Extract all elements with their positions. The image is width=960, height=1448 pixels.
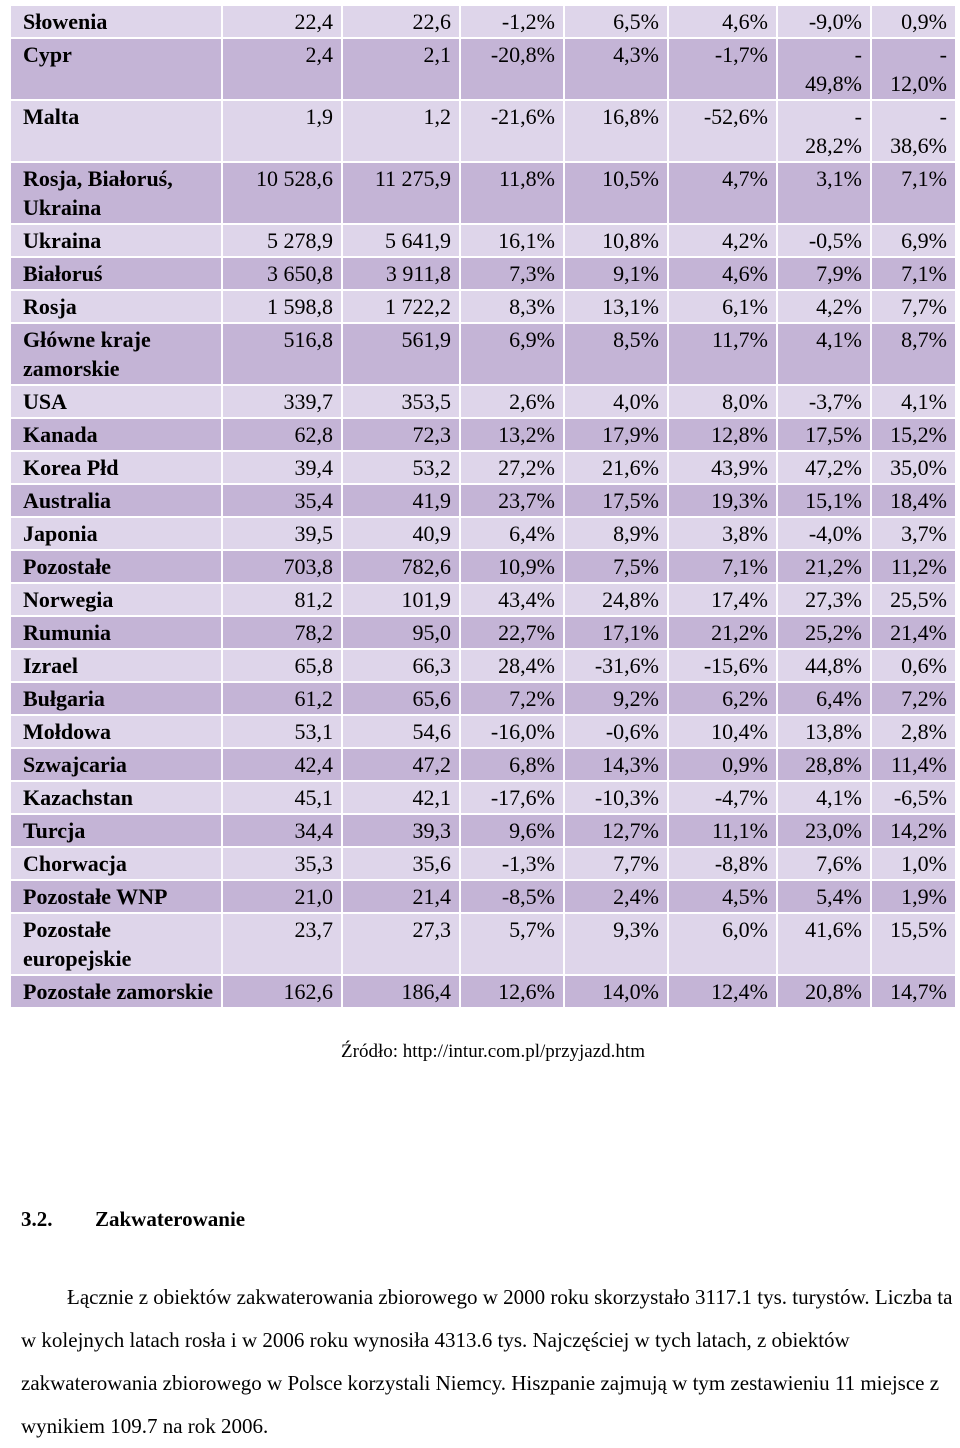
value-cell: 18,4%: [871, 484, 956, 517]
value-cell: 3,1%: [777, 162, 871, 224]
value-cell: 78,2: [222, 616, 342, 649]
value-cell: 22,6: [342, 5, 460, 38]
value-cell: 9,2%: [564, 682, 668, 715]
value-cell: -1,3%: [460, 847, 564, 880]
value-cell: -0,5%: [777, 224, 871, 257]
value-cell: 2,4: [222, 38, 342, 100]
table-row: [10, 100, 956, 162]
value-cell: 45,1: [222, 781, 342, 814]
table-row: [10, 814, 956, 847]
value-cell: 72,3: [342, 418, 460, 451]
value-cell: 12,6%: [460, 975, 564, 1008]
value-cell: 14,0%: [564, 975, 668, 1008]
value-cell: - 49,8%: [777, 38, 871, 100]
value-cell: 3 911,8: [342, 257, 460, 290]
value-cell: 339,7: [222, 385, 342, 418]
value-cell: 17,9%: [564, 418, 668, 451]
table-row: [10, 748, 956, 781]
value-cell: -9,0%: [777, 5, 871, 38]
country-name-cell: Rosja, Białoruś, Ukraina: [10, 162, 222, 224]
value-cell: 10 528,6: [222, 162, 342, 224]
value-cell: 43,4%: [460, 583, 564, 616]
value-cell: 4,1%: [871, 385, 956, 418]
value-cell: 8,7%: [871, 323, 956, 385]
value-cell: 561,9: [342, 323, 460, 385]
country-name-cell: Pozostałe: [10, 550, 222, 583]
value-cell: 13,8%: [777, 715, 871, 748]
value-cell: 1 598,8: [222, 290, 342, 323]
value-cell: 3,8%: [668, 517, 777, 550]
value-cell: 1,9%: [871, 880, 956, 913]
value-cell: 4,3%: [564, 38, 668, 100]
value-cell: 15,2%: [871, 418, 956, 451]
table-row: [10, 517, 956, 550]
value-cell: 1,9: [222, 100, 342, 162]
value-cell: 35,4: [222, 484, 342, 517]
table-row: [10, 616, 956, 649]
country-name-cell: Pozostałe zamorskie: [10, 975, 222, 1008]
table-row: [10, 550, 956, 583]
value-cell: 12,7%: [564, 814, 668, 847]
value-cell: - 38,6%: [871, 100, 956, 162]
country-name-cell: Turcja: [10, 814, 222, 847]
value-cell: 4,6%: [668, 5, 777, 38]
value-cell: 7,5%: [564, 550, 668, 583]
value-cell: 39,3: [342, 814, 460, 847]
value-cell: - 12,0%: [871, 38, 956, 100]
country-name-cell: Malta: [10, 100, 222, 162]
value-cell: -52,6%: [668, 100, 777, 162]
value-cell: -4,7%: [668, 781, 777, 814]
table-row: [10, 290, 956, 323]
value-cell: 9,1%: [564, 257, 668, 290]
value-cell: 39,4: [222, 451, 342, 484]
table-row: [10, 484, 956, 517]
tourism-statistics-table: [9, 4, 957, 1009]
value-cell: -31,6%: [564, 649, 668, 682]
value-cell: 1,0%: [871, 847, 956, 880]
value-cell: 11,7%: [668, 323, 777, 385]
value-cell: 0,6%: [871, 649, 956, 682]
value-cell: 13,2%: [460, 418, 564, 451]
value-cell: 0,9%: [668, 748, 777, 781]
value-cell: 8,0%: [668, 385, 777, 418]
value-cell: 516,8: [222, 323, 342, 385]
value-cell: 6,5%: [564, 5, 668, 38]
value-cell: 23,0%: [777, 814, 871, 847]
table-row: [10, 38, 956, 100]
value-cell: 47,2%: [777, 451, 871, 484]
value-cell: 11,2%: [871, 550, 956, 583]
country-name-cell: Główne kraje zamorskie: [10, 323, 222, 385]
value-cell: 21,0: [222, 880, 342, 913]
value-cell: 17,1%: [564, 616, 668, 649]
country-name-cell: Australia: [10, 484, 222, 517]
value-cell: 101,9: [342, 583, 460, 616]
value-cell: 10,5%: [564, 162, 668, 224]
value-cell: 43,9%: [668, 451, 777, 484]
country-name-cell: Mołdowa: [10, 715, 222, 748]
value-cell: 41,6%: [777, 913, 871, 975]
country-name-cell: Białoruś: [10, 257, 222, 290]
table-row: [10, 975, 956, 1008]
country-name-cell: Kazachstan: [10, 781, 222, 814]
value-cell: 16,1%: [460, 224, 564, 257]
value-cell: 2,4%: [564, 880, 668, 913]
value-cell: 22,7%: [460, 616, 564, 649]
value-cell: 7,2%: [460, 682, 564, 715]
country-name-cell: Słowenia: [10, 5, 222, 38]
value-cell: -4,0%: [777, 517, 871, 550]
value-cell: -6,5%: [871, 781, 956, 814]
country-name-cell: USA: [10, 385, 222, 418]
country-name-cell: Rumunia: [10, 616, 222, 649]
value-cell: -10,3%: [564, 781, 668, 814]
value-cell: 14,7%: [871, 975, 956, 1008]
value-cell: -1,7%: [668, 38, 777, 100]
section-heading: [21, 1207, 245, 1232]
value-cell: 4,2%: [668, 224, 777, 257]
value-cell: 7,7%: [871, 290, 956, 323]
value-cell: 6,2%: [668, 682, 777, 715]
value-cell: -3,7%: [777, 385, 871, 418]
value-cell: 53,2: [342, 451, 460, 484]
value-cell: 4,1%: [777, 323, 871, 385]
value-cell: 10,9%: [460, 550, 564, 583]
value-cell: 40,9: [342, 517, 460, 550]
country-name-cell: Norwegia: [10, 583, 222, 616]
value-cell: 35,0%: [871, 451, 956, 484]
value-cell: 10,4%: [668, 715, 777, 748]
value-cell: 8,3%: [460, 290, 564, 323]
value-cell: 21,2%: [777, 550, 871, 583]
value-cell: 27,3: [342, 913, 460, 975]
value-cell: 5 278,9: [222, 224, 342, 257]
table-row: [10, 781, 956, 814]
value-cell: 81,2: [222, 583, 342, 616]
value-cell: - 28,2%: [777, 100, 871, 162]
value-cell: 1 722,2: [342, 290, 460, 323]
value-cell: 2,1: [342, 38, 460, 100]
value-cell: 6,0%: [668, 913, 777, 975]
value-cell: -8,5%: [460, 880, 564, 913]
value-cell: 7,6%: [777, 847, 871, 880]
value-cell: 21,2%: [668, 616, 777, 649]
value-cell: 3 650,8: [222, 257, 342, 290]
value-cell: 47,2: [342, 748, 460, 781]
value-cell: 4,0%: [564, 385, 668, 418]
value-cell: 13,1%: [564, 290, 668, 323]
body-paragraph: [21, 1276, 959, 1448]
value-cell: 3,7%: [871, 517, 956, 550]
value-cell: 4,2%: [777, 290, 871, 323]
country-name-cell: Kanada: [10, 418, 222, 451]
country-name-cell: Japonia: [10, 517, 222, 550]
value-cell: 162,6: [222, 975, 342, 1008]
country-name-cell: Korea Płd: [10, 451, 222, 484]
table-row: [10, 715, 956, 748]
value-cell: 4,1%: [777, 781, 871, 814]
value-cell: 7,1%: [871, 257, 956, 290]
value-cell: 0,9%: [871, 5, 956, 38]
value-cell: 4,7%: [668, 162, 777, 224]
value-cell: 35,6: [342, 847, 460, 880]
table-row: [10, 649, 956, 682]
value-cell: 10,8%: [564, 224, 668, 257]
value-cell: 2,8%: [871, 715, 956, 748]
value-cell: 27,3%: [777, 583, 871, 616]
value-cell: 19,3%: [668, 484, 777, 517]
table-row: [10, 418, 956, 451]
table-row: [10, 5, 956, 38]
value-cell: 9,3%: [564, 913, 668, 975]
value-cell: 42,4: [222, 748, 342, 781]
value-cell: 62,8: [222, 418, 342, 451]
table-row: [10, 913, 956, 975]
value-cell: 11,4%: [871, 748, 956, 781]
value-cell: -15,6%: [668, 649, 777, 682]
value-cell: 21,4: [342, 880, 460, 913]
table-row: [10, 682, 956, 715]
table-row: [10, 224, 956, 257]
value-cell: 11,8%: [460, 162, 564, 224]
value-cell: 7,9%: [777, 257, 871, 290]
country-name-cell: Pozostałe WNP: [10, 880, 222, 913]
value-cell: 186,4: [342, 975, 460, 1008]
value-cell: 41,9: [342, 484, 460, 517]
table-row: [10, 847, 956, 880]
table-row: [10, 583, 956, 616]
country-name-cell: Izrael: [10, 649, 222, 682]
value-cell: 21,4%: [871, 616, 956, 649]
value-cell: 11,1%: [668, 814, 777, 847]
value-cell: 14,3%: [564, 748, 668, 781]
value-cell: 34,4: [222, 814, 342, 847]
value-cell: 7,2%: [871, 682, 956, 715]
value-cell: 703,8: [222, 550, 342, 583]
value-cell: 6,8%: [460, 748, 564, 781]
value-cell: 42,1: [342, 781, 460, 814]
value-cell: 22,4: [222, 5, 342, 38]
value-cell: 61,2: [222, 682, 342, 715]
value-cell: 53,1: [222, 715, 342, 748]
table-body: [10, 5, 956, 1008]
country-name-cell: Chorwacja: [10, 847, 222, 880]
value-cell: 353,5: [342, 385, 460, 418]
value-cell: 6,9%: [871, 224, 956, 257]
country-name-cell: Cypr: [10, 38, 222, 100]
value-cell: 17,5%: [777, 418, 871, 451]
value-cell: 54,6: [342, 715, 460, 748]
value-cell: 39,5: [222, 517, 342, 550]
value-cell: 5,7%: [460, 913, 564, 975]
value-cell: 8,9%: [564, 517, 668, 550]
value-cell: 23,7: [222, 913, 342, 975]
value-cell: -0,6%: [564, 715, 668, 748]
value-cell: 782,6: [342, 550, 460, 583]
value-cell: -8,8%: [668, 847, 777, 880]
value-cell: 9,6%: [460, 814, 564, 847]
statistics-table-container: [9, 4, 955, 1009]
value-cell: 21,6%: [564, 451, 668, 484]
value-cell: 4,6%: [668, 257, 777, 290]
value-cell: 11 275,9: [342, 162, 460, 224]
value-cell: 8,5%: [564, 323, 668, 385]
value-cell: 15,1%: [777, 484, 871, 517]
table-row: [10, 451, 956, 484]
value-cell: 20,8%: [777, 975, 871, 1008]
source-note: Źródło: http://intur.com.pl/przyjazd.htm: [341, 1041, 645, 1062]
value-cell: 25,5%: [871, 583, 956, 616]
table-row: [10, 257, 956, 290]
value-cell: 6,4%: [777, 682, 871, 715]
value-cell: 2,6%: [460, 385, 564, 418]
value-cell: 14,2%: [871, 814, 956, 847]
table-row: [10, 162, 956, 224]
value-cell: 65,8: [222, 649, 342, 682]
value-cell: -16,0%: [460, 715, 564, 748]
country-name-cell: Bułgaria: [10, 682, 222, 715]
value-cell: 66,3: [342, 649, 460, 682]
value-cell: 28,8%: [777, 748, 871, 781]
section-title: Zakwaterowanie: [95, 1207, 246, 1231]
value-cell: 7,3%: [460, 257, 564, 290]
table-row: [10, 385, 956, 418]
value-cell: 6,9%: [460, 323, 564, 385]
value-cell: 17,4%: [668, 583, 777, 616]
value-cell: 1,2: [342, 100, 460, 162]
value-cell: 6,1%: [668, 290, 777, 323]
value-cell: 5,4%: [777, 880, 871, 913]
country-name-cell: Rosja: [10, 290, 222, 323]
value-cell: 95,0: [342, 616, 460, 649]
value-cell: 15,5%: [871, 913, 956, 975]
value-cell: -1,2%: [460, 5, 564, 38]
value-cell: 6,4%: [460, 517, 564, 550]
value-cell: 35,3: [222, 847, 342, 880]
table-row: [10, 880, 956, 913]
value-cell: -20,8%: [460, 38, 564, 100]
value-cell: 24,8%: [564, 583, 668, 616]
value-cell: 12,8%: [668, 418, 777, 451]
value-cell: 16,8%: [564, 100, 668, 162]
value-cell: 28,4%: [460, 649, 564, 682]
table-row: [10, 323, 956, 385]
country-name-cell: Pozostałe europejskie: [10, 913, 222, 975]
country-name-cell: Ukraina: [10, 224, 222, 257]
value-cell: 4,5%: [668, 880, 777, 913]
value-cell: 12,4%: [668, 975, 777, 1008]
value-cell: 7,7%: [564, 847, 668, 880]
value-cell: 44,8%: [777, 649, 871, 682]
value-cell: -21,6%: [460, 100, 564, 162]
value-cell: 7,1%: [871, 162, 956, 224]
value-cell: 27,2%: [460, 451, 564, 484]
value-cell: -17,6%: [460, 781, 564, 814]
country-name-cell: Szwajcaria: [10, 748, 222, 781]
value-cell: 25,2%: [777, 616, 871, 649]
value-cell: 7,1%: [668, 550, 777, 583]
value-cell: 5 641,9: [342, 224, 460, 257]
section-number: 3.2.: [21, 1207, 53, 1231]
value-cell: 23,7%: [460, 484, 564, 517]
value-cell: 65,6: [342, 682, 460, 715]
paragraph-text: Łącznie z obiektów zakwaterowania zbiorowego w 2000 roku skorzystało 3117.1 tys. turystów. Liczba ta w kolejnych latach rosła i w 2006 roku wynosiła 4313.6 tys. Najczęściej w tych latach, z obiektów zakwaterowania zbiorowego w Polsce korzystali Niemcy. Hiszpanie zajmują w tym zestawieniu 11 miejsce z wynikiem 109.7 na rok 2006.: [21, 1285, 953, 1438]
value-cell: 17,5%: [564, 484, 668, 517]
